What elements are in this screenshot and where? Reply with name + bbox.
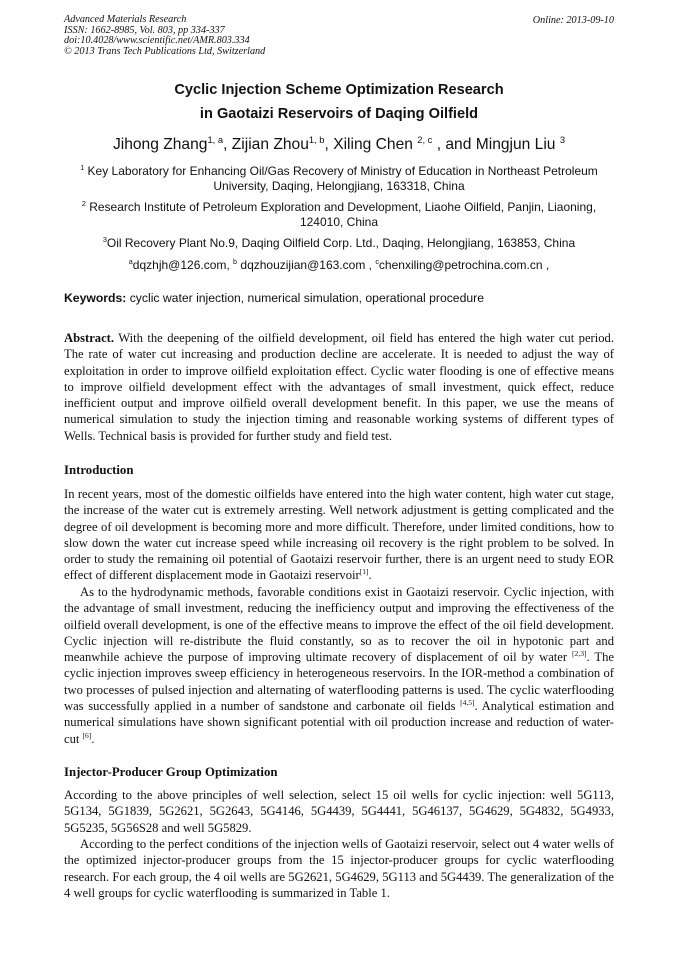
affiliation-number: 2	[81, 199, 86, 208]
email-link[interactable]: chenxiling@petrochina.com.cn ,	[378, 258, 550, 272]
journal-copyright: © 2013 Trans Tech Publications Ltd, Switzerland	[64, 45, 266, 57]
journal-doi: doi:10.4028/www.scientific.net/AMR.803.334	[64, 35, 250, 47]
affiliation-number: 1	[80, 163, 85, 172]
section-heading-introduction: Introduction	[64, 463, 134, 477]
email-link[interactable]: dqzhjh@126.com,	[132, 258, 234, 272]
author-sep: , and	[432, 136, 476, 153]
author-list	[60, 136, 618, 154]
paragraph-text: As to the hydrodynamic methods, favorable conditions exist in Gaotaizi reservoir. Cyclic injection, with the advantage of small investment, reducing the inefficiency output and improving the effectiveness of the oilfield overall development, is one of the effective means to improve the effect of the oil field development. Cyclic injection will re-distribute the fluid constantly, so as to recover the oil in hypotonic part and meanwhile achieve the purpose of improving ultimate recovery of displacement of oil by water	[64, 585, 614, 665]
author-name: Mingjun Liu	[475, 136, 560, 153]
affiliation-number: 3	[102, 235, 107, 244]
affiliation-text: Oil Recovery Plant No.9, Daqing Oilfield Corp. Ltd., Daqing, Helongjiang, 163853, China	[106, 236, 576, 250]
journal-name: Advanced Materials Research	[64, 14, 187, 25]
author-name: Jihong Zhang	[112, 136, 208, 153]
email-link[interactable]: dqzhouzijian@163.com ,	[240, 258, 376, 272]
keywords-text: cyclic water injection, numerical simulation, operational procedure	[126, 291, 484, 305]
section-heading-injector-producer: Injector-Producer Group Optimization	[64, 765, 278, 779]
paper-title-line-1: Cyclic Injection Scheme Optimization Research	[174, 82, 504, 98]
citation[interactable]: [1]	[359, 567, 369, 577]
injector-paragraph-1: According to the above principles of well selection, select 15 oil wells for cyclic injection: well 5G113, 5G134, 5G1839, 5G2621, 5G2643, 5G4146, 5G4439, 5G4441, 5G46137, 5G4629, 5G4832, 5G4933, 5G5235, 5G56S28 and well 5G5829.	[64, 788, 614, 835]
email-sup: a	[128, 257, 133, 266]
injector-paragraph-2: According to the perfect conditions of the injection wells of Gaotaizi reservoir, select out 4 water wells of the optimized injector-producer groups from the 15 injector-producer groups for cyclic waterflooding research. For each group, the 4 oil wells are 5G2621, 5G4629, 5G113 and 5G4439. The generalization of the 4 well groups for cyclic waterflooding is summarized in Table 1.	[64, 837, 614, 900]
introduction-paragraph-1	[64, 486, 614, 584]
author-sep: ,	[324, 136, 334, 153]
abstract	[64, 330, 614, 444]
affiliation-text: Key Laboratory for Enhancing Oil/Gas Recovery of Ministry of Education in Northeast Petroleum University, Daqing, Helongjiang, 163318, China	[87, 164, 598, 193]
online-date: Online: 2013-09-10	[532, 15, 614, 26]
author-affil-sup: 1, b	[308, 134, 325, 145]
affiliation-2	[64, 200, 614, 230]
affiliation-3	[64, 236, 614, 251]
affiliation-text: Research Institute of Petroleum Exploration and Development, Liaohe Oilfield, Panjin, Liaoning, 124010, China	[89, 200, 597, 229]
journal-issn: ISSN: 1662-8985, Vol. 803, pp 334-337	[64, 24, 225, 36]
email-sup: b	[233, 257, 238, 266]
paragraph-text: .	[91, 731, 95, 746]
citation[interactable]: [2,3]	[572, 649, 587, 658]
abstract-text: With the deepening of the oilfield development, oil field has entered the high water cut period. The rate of water cut increasing and production decline are accelerate. It is needed to adjust the way of exploitation in order to improve oilfield exploitation effect. Cyclic water flooding is one of effective means to improve oilfield development effect with the advantages of small investment, quick effect, reduce inefficient output and improve oilfield overall development benefit. In this paper, we use the means of numerical simulation to study the injection timing and reasonable working systems of different types of Wells. Technical basis is provided for further study and field test.	[64, 331, 614, 443]
introduction-paragraph-2	[64, 584, 614, 747]
author-sep: ,	[223, 136, 232, 153]
citation[interactable]: [4,5]	[460, 697, 475, 707]
author-name: Xiling Chen	[333, 136, 418, 153]
paragraph-text: In recent years, most of the domestic oilfields have entered into the high water content, high water cut stage, the increase of the water cut is extremely arresting. Well network adjustment is getting complicated and the degree of oil development is becoming more and more difficult. Therefore, under limited conditions, how to slow down the water cut increase speed while increasing oil recovery is the right problem to be solved. In order to study the remaining oil potential of Gaotaizi reservoir further, there is an urgent need to study EOR effect of different displacement mode in Gaotaizi reservoir	[64, 487, 614, 583]
paragraph-text: . The cyclic injection improves sweep efficiency in heterogeneous reservoirs. In the IOR-method a combination of two processes of pulsed injection and alternating of waterflooding patterns is used. The cyclic waterflooding was successfully applied in a number of sandstone and carbonate oil fields	[64, 650, 614, 714]
email-line	[64, 258, 614, 273]
keywords	[64, 291, 484, 305]
citation[interactable]: [6]	[82, 730, 92, 740]
email-sup: c	[375, 257, 379, 266]
author-name: Zijian Zhou	[231, 136, 309, 153]
paper-title-line-2: in Gaotaizi Reservoirs of Daqing Oilfield	[199, 106, 479, 122]
paragraph-text: .	[368, 568, 372, 583]
affiliation-1	[64, 164, 614, 194]
abstract-label: Abstract.	[64, 331, 115, 345]
author-affil-sup: 1, a	[207, 134, 224, 145]
paragraph-text: . Analytical estimation and numerical simulations have shown significant potential with oil production increase and reduction of water-cut	[64, 699, 614, 746]
journal-header	[64, 15, 265, 57]
author-affil-sup: 3	[559, 134, 566, 145]
keywords-label: Keywords:	[64, 291, 127, 305]
author-affil-sup: 2, c	[417, 134, 433, 145]
